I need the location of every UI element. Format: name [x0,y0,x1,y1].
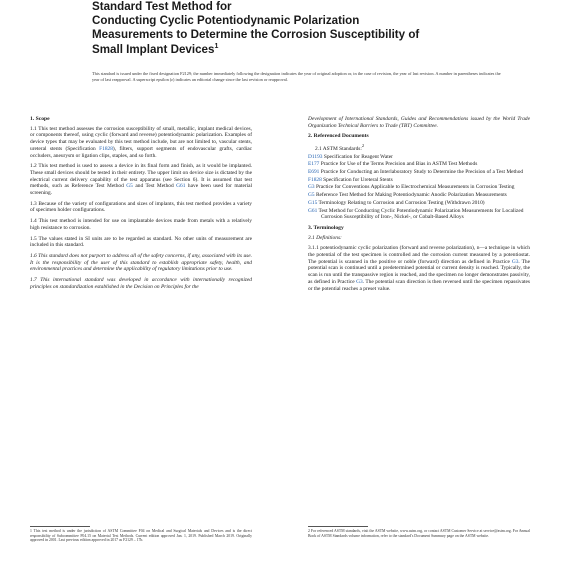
reference-link[interactable]: G61 [308,207,318,214]
reference-item: G3 Practice for Conventions Applicable to Electrochemical Measurements in Corrosion Testing [308,184,515,191]
right-column [308,116,530,296]
definitions-subheading: 3.1 Definitions: [308,234,342,241]
footnote-1: 1 This test method is under the jurisdiction of ASTM Committee F04 on Medical and Surgical Materials and Devices and is the direct responsibility of Subcommittee F04.15 on Material Test Methods. Current edition approved Jan. 1, 2019. Published March 2019. Originally approved in 2001. Last previous edition approved in 2017 as F2129 – 17b. [30,529,252,543]
paragraph-1-2: 1.2 This test method is used to assess a device in its final form and finish, as it would be implanted. These small devices should be tested in their entirety. The upper limit on device size is dictated by the electrical current delivery capability of the test apparatus (see Section 6). It is assumed that test methods, such as Reference Test Method G5 and Test Method G61 have been used for material screening. [30,163,253,197]
reference-link[interactable]: G3 [308,184,315,191]
footnote-2: 2 For referenced ASTM standards, visit the ASTM website, www.astm.org, or contact ASTM Customer Service at service@astm.org. For Annual Book of ASTM Standards volume information, refer to the standard's Document Summary page on the ASTM website. [308,529,530,538]
reference-link[interactable]: G15 [308,199,318,206]
paragraph-continuation: Development of International Standards, Guides and Recommendations issued by the World Trade Organization Technical Barriers to Trade (TBT) Committee. [308,116,530,129]
designation-notice: This standard is issued under the fixed designation F2129; the number immediately following the designation indicates the year of original adoption or, in the case of revision, the year of last revision. A number in parentheses indicates the year of last reapproval. A superscript epsilon (ε) indicates an editorial change since the last revision or reapproval. [92,71,501,82]
paragraph-1-6: 1.6 This standard does not purport to address all of the safety concerns, if any, associated with its use. It is the responsibility of the user of this standard to establish appropriate safety, health, and environmental practices and determine the applicability of regulatory limitations prior to use. [30,252,252,273]
footnote-divider [308,526,368,527]
section-heading-scope: 1. Scope [30,116,50,122]
reference-item: D1193 Specification for Reagent Water [308,153,393,160]
reference-link[interactable]: D1193 [308,153,323,160]
reference-item: G5 Reference Test Method for Making Potentiodynamic Anodic Polarization Measurements [308,192,507,199]
footnote-divider [30,526,90,527]
reference-link[interactable]: G3 [511,258,519,265]
paragraph-3-1-1: 3.1.1 potentiodynamic cyclic polarization (forward and reverse polarization), n—a technique in which the potential of the test specimen is controlled and the corrosion current measured by a potentiostat. The potential is scanned in the positive or noble (forward) direction as defined in Practice G3. The potential scan is continued until a predetermined potential or current density is reached. Typically, the scan is run until the transpassive region is reached, and the specimen no longer demonstrates passivity, as defined in Practice G3. The potential scan direction is then reversed until the specimen repassivates or the potential reaches a preset value. [308,245,531,292]
astm-standards-subheading: 2.1 ASTM Standards:$^2$ [315,143,365,152]
section-heading-referenced-documents: 2. Referenced Documents [308,133,369,140]
section-heading-terminology: 3. Terminology [308,224,344,231]
title-line-4: Small Implant Devices$^1$ [92,42,219,56]
document-title [92,0,512,57]
reference-item: E691 Practice for Conducting an Interlaboratory Study to Determine the Precision of a Test Method [308,169,524,176]
reference-item: F1828 Specification for Ureteral Stents [308,176,393,183]
reference-link[interactable]: E691 [308,169,320,176]
reference-link[interactable]: G5 [308,192,315,199]
title-line-3: Measurements to Determine the Corrosion Susceptibility of [92,28,420,42]
reference-link[interactable]: G3 [356,278,363,285]
reference-link[interactable]: G5 [126,183,133,190]
reference-link[interactable]: G61 [176,183,186,190]
reference-item: G15 Terminology Relating to Corrosion and Corrosion Testing (Withdrawn 2010) [308,199,485,206]
paragraph-1-7: 1.7 This international standard was developed in accordance with internationally recognized principles on standardization established in the Decision on Principles for the [30,277,252,290]
title-line-1: Standard Test Method for [92,0,232,13]
left-column [30,116,252,294]
reference-link[interactable]: E177 [308,161,320,168]
paragraph-1-3: 1.3 Because of the variety of configurations and sizes of implants, this test method provides a variety of specimen holder configurations. [30,200,252,214]
reference-link[interactable]: F1828 [99,145,113,152]
paragraph-1-1: 1.1 This test method assesses the corrosion susceptibility of small, metallic, implant medical devices, or components thereof, using cyclic (forward and reverse) potentiodynamic polarization. Examples of device types that may be evaluated by this test method include, but are not limited to, vascular stents, ureteral stents (Specification F1828), filters, support segments of endovascular grafts, cardiac occluders, aneurysm or ligation clips, staples, and so forth. [30,125,252,159]
paragraph-1-4: 1.4 This test method is intended for use on implantable devices made from metals with a relatively high resistance to corrosion. [30,218,252,231]
reference-link[interactable]: F1828 [308,176,322,183]
title-line-2: Conducting Cyclic Potentiodynamic Polarization [92,14,360,28]
reference-list [308,154,530,221]
paragraph-1-5: 1.5 The values stated in SI units are to be regarded as standard. No other units of measurement are included in this standard. [30,235,252,249]
reference-item: G61 Test Method for Conducting Cyclic Potentiodynamic Polarization Measurements for Localized Corrosion Susceptibility of Iron-, Nickel-, or Cobalt-Based Alloys [308,207,524,221]
title-footnote-mark: 1 [214,42,219,50]
reference-item: E177 Practice for Use of the Terms Precision and Bias in ASTM Test Methods [308,161,478,168]
